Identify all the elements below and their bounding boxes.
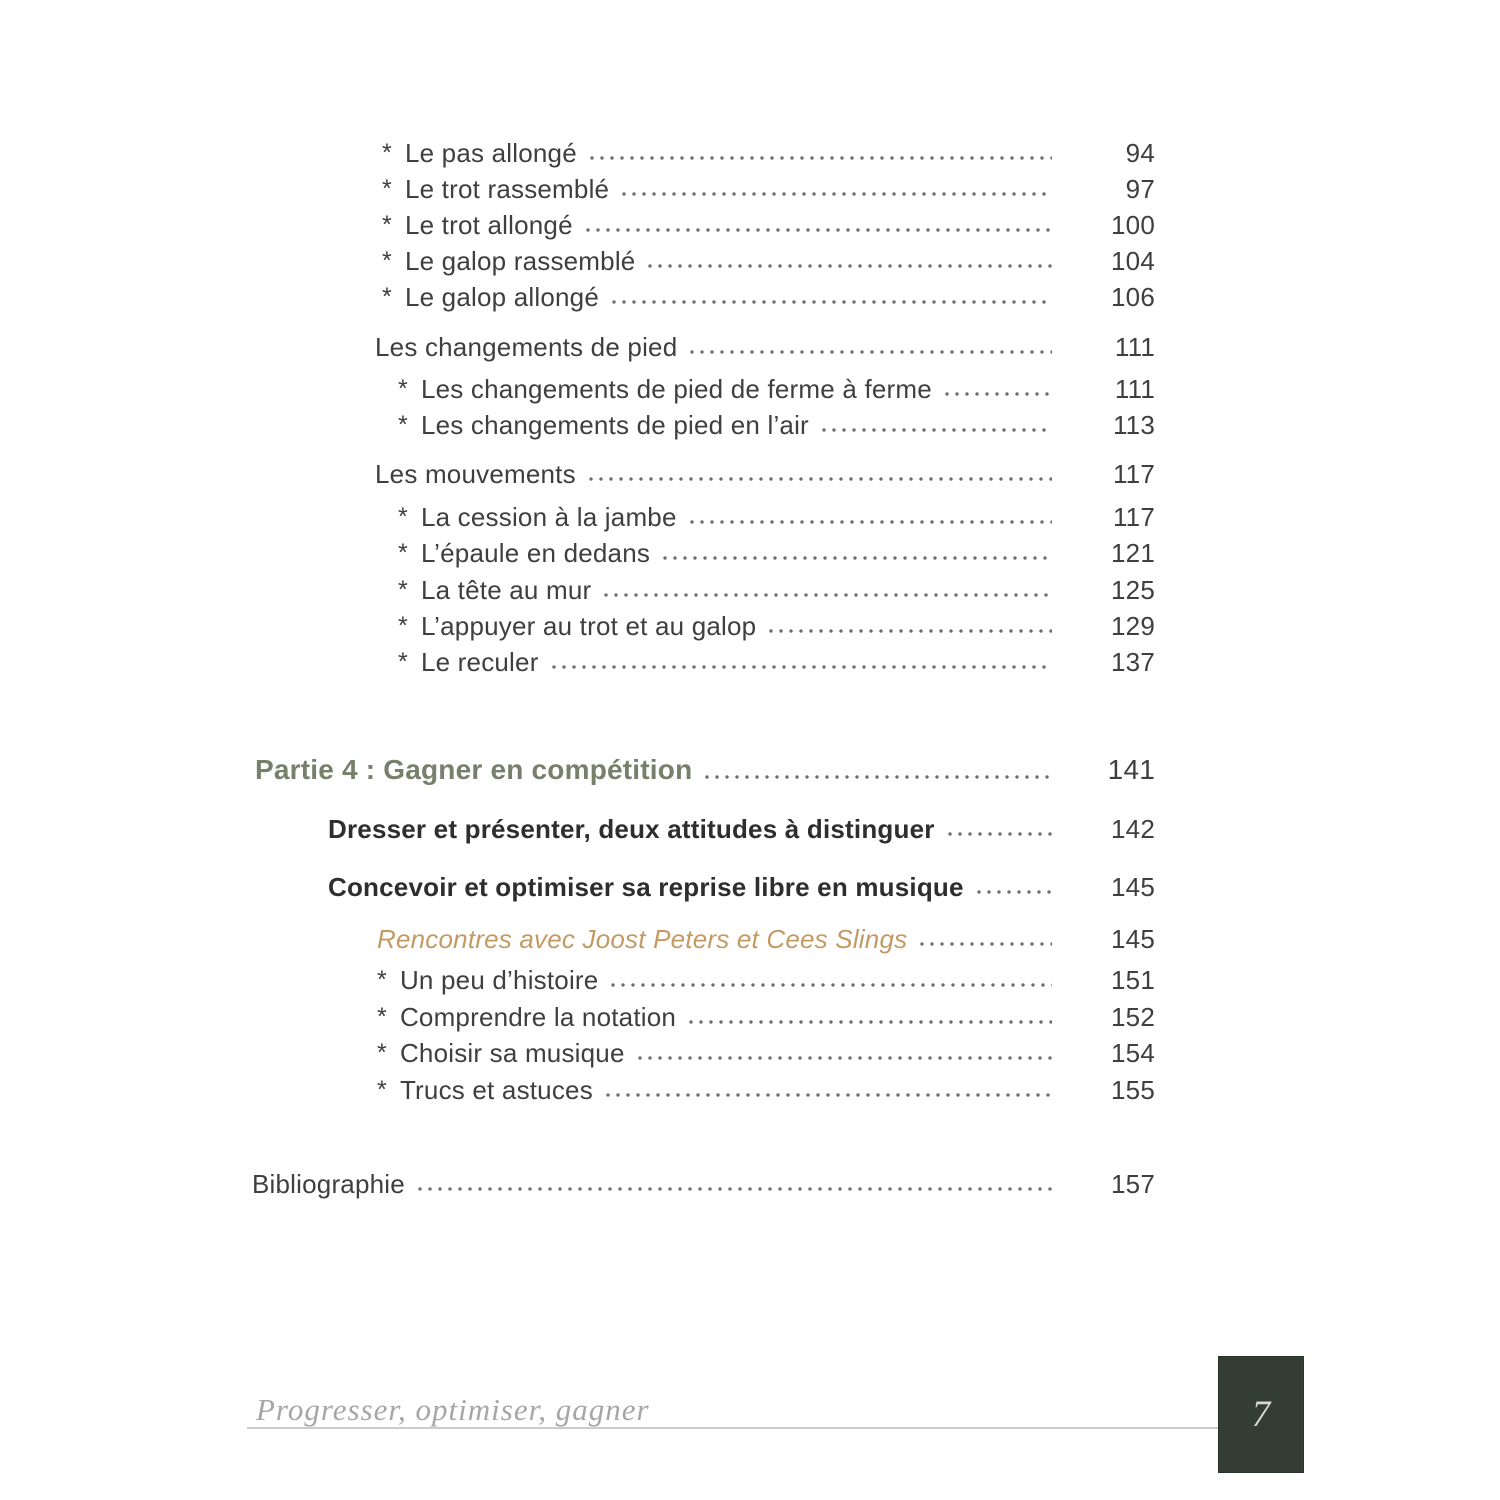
bullet-star: * [377, 1076, 387, 1104]
dot-leader [415, 1167, 1052, 1201]
toc-entry-label: L’épaule en dedans [420, 538, 651, 568]
page-number: 117 [1112, 502, 1155, 532]
dot-leader [917, 922, 1052, 956]
toc-entry-label: La cession à la jambe [420, 502, 677, 532]
bullet-star: * [398, 612, 408, 640]
toc-entry-label: Un peu d’histoire [399, 965, 599, 995]
dot-leader [586, 457, 1052, 491]
toc-entry-label: Concevoir et optimiser sa reprise libre en musique [328, 872, 964, 902]
page-number: 97 [1125, 174, 1155, 204]
toc-entry-label: Dresser et présenter, deux attitudes à distinguer [328, 814, 935, 844]
page-number: 155 [1111, 1075, 1155, 1105]
page-number: 141 [1107, 754, 1155, 785]
page-number: 111 [1114, 374, 1155, 404]
toc-entry-label: Les changements de pied [375, 332, 678, 362]
bullet-star: * [382, 283, 392, 311]
toc-entry [398, 534, 1155, 570]
toc-entry [382, 242, 1155, 278]
toc-entry [398, 370, 1155, 406]
toc-entry-label: Le trot rassemblé [404, 174, 610, 204]
page-number: 129 [1111, 611, 1155, 641]
toc-entry [398, 406, 1155, 442]
dot-leader [766, 609, 1052, 643]
dot-leader [687, 330, 1052, 364]
toc-entry-label: Comprendre la notation [399, 1002, 677, 1032]
dot-leader [608, 963, 1052, 997]
page-number: 106 [1111, 282, 1155, 312]
dot-leader [660, 536, 1052, 570]
toc-entry [377, 961, 1155, 997]
toc-entry [377, 998, 1155, 1034]
toc-entry-label: Les changements de pied en l’air [420, 410, 809, 440]
toc-entry-label: Trucs et astuces [399, 1075, 593, 1105]
toc-entry [382, 134, 1155, 170]
page-number-badge [1218, 1356, 1304, 1473]
page-number: 111 [1114, 332, 1155, 362]
toc-entry-label: Le galop rassemblé [404, 246, 636, 276]
toc-entry [382, 206, 1155, 242]
page-number: 151 [1111, 965, 1155, 995]
page-number: 142 [1111, 814, 1155, 844]
page-number: 137 [1111, 647, 1155, 677]
toc-part-heading [255, 749, 1155, 789]
page-number: 94 [1125, 138, 1155, 168]
toc-entry [377, 1071, 1155, 1107]
bullet-star: * [377, 1003, 387, 1031]
bullet-star: * [382, 211, 392, 239]
dot-leader [819, 408, 1052, 442]
bullet-star: * [398, 539, 408, 567]
toc-entry [375, 455, 1155, 491]
footer-rule [247, 1427, 1222, 1429]
bullet-star: * [377, 966, 387, 994]
page-number: 145 [1111, 872, 1155, 902]
dot-leader [687, 500, 1052, 534]
page-number: 152 [1111, 1002, 1155, 1032]
toc-entry-label: La tête au mur [420, 575, 592, 605]
page-number: 157 [1111, 1169, 1155, 1199]
toc-entry [328, 868, 1155, 904]
bullet-star: * [398, 411, 408, 439]
toc-entry-label: Choisir sa musique [399, 1038, 625, 1068]
dot-leader [583, 208, 1052, 242]
toc-entry [398, 607, 1155, 643]
toc-entry [398, 571, 1155, 607]
bullet-star: * [377, 1039, 387, 1067]
dot-leader [702, 751, 1052, 789]
toc-entry [328, 810, 1155, 846]
dot-leader [609, 280, 1052, 314]
dot-leader [945, 812, 1052, 846]
dot-leader [601, 573, 1052, 607]
toc-entry-label: Partie 4 : Gagner en compétition [255, 754, 693, 785]
toc-entry-label: Le trot allongé [404, 210, 573, 240]
toc-entry [382, 170, 1155, 206]
toc-entry-label: Rencontres avec Joost Peters et Cees Slings [377, 924, 908, 954]
page-number: 100 [1111, 210, 1155, 240]
toc-entry-label: Les changements de pied de ferme à ferme [420, 374, 932, 404]
dot-leader [587, 136, 1052, 170]
page-number: 117 [1112, 459, 1155, 489]
toc-entry [252, 1165, 1155, 1201]
page-number: 121 [1111, 538, 1155, 568]
bullet-star: * [398, 375, 408, 403]
toc-entry-label: Le reculer [420, 647, 539, 677]
dot-leader [635, 1036, 1052, 1070]
bullet-star: * [382, 247, 392, 275]
dot-leader [974, 870, 1052, 904]
toc-entry [375, 328, 1155, 364]
dot-leader [603, 1073, 1052, 1107]
toc-entry [382, 278, 1155, 314]
toc-entry [377, 920, 1155, 956]
toc-entry [398, 643, 1155, 679]
toc-entry-label: Le galop allongé [404, 282, 599, 312]
footer-book-title: Progresser, optimiser, gagner [256, 1392, 650, 1427]
dot-leader [645, 244, 1052, 278]
toc-entry-label: Bibliographie [252, 1169, 405, 1199]
bullet-star: * [398, 503, 408, 531]
page-number: 145 [1111, 924, 1155, 954]
bullet-star: * [382, 139, 392, 167]
dot-leader [549, 645, 1052, 679]
page-number: 104 [1111, 246, 1155, 276]
bullet-star: * [382, 175, 392, 203]
dot-leader [942, 372, 1052, 406]
page-number: 125 [1111, 575, 1155, 605]
bullet-star: * [398, 576, 408, 604]
page-number: 154 [1111, 1038, 1155, 1068]
toc-entry [398, 498, 1155, 534]
toc-entry [377, 1034, 1155, 1070]
bullet-star: * [398, 648, 408, 676]
current-page-number: 7 [1251, 1394, 1271, 1435]
toc-entry-label: L’appuyer au trot et au galop [420, 611, 757, 641]
dot-leader [619, 172, 1052, 206]
toc-entry-label: Le pas allongé [404, 138, 577, 168]
page-number: 113 [1112, 410, 1155, 440]
dot-leader [686, 1000, 1052, 1034]
toc-entry-label: Les mouvements [375, 459, 576, 489]
